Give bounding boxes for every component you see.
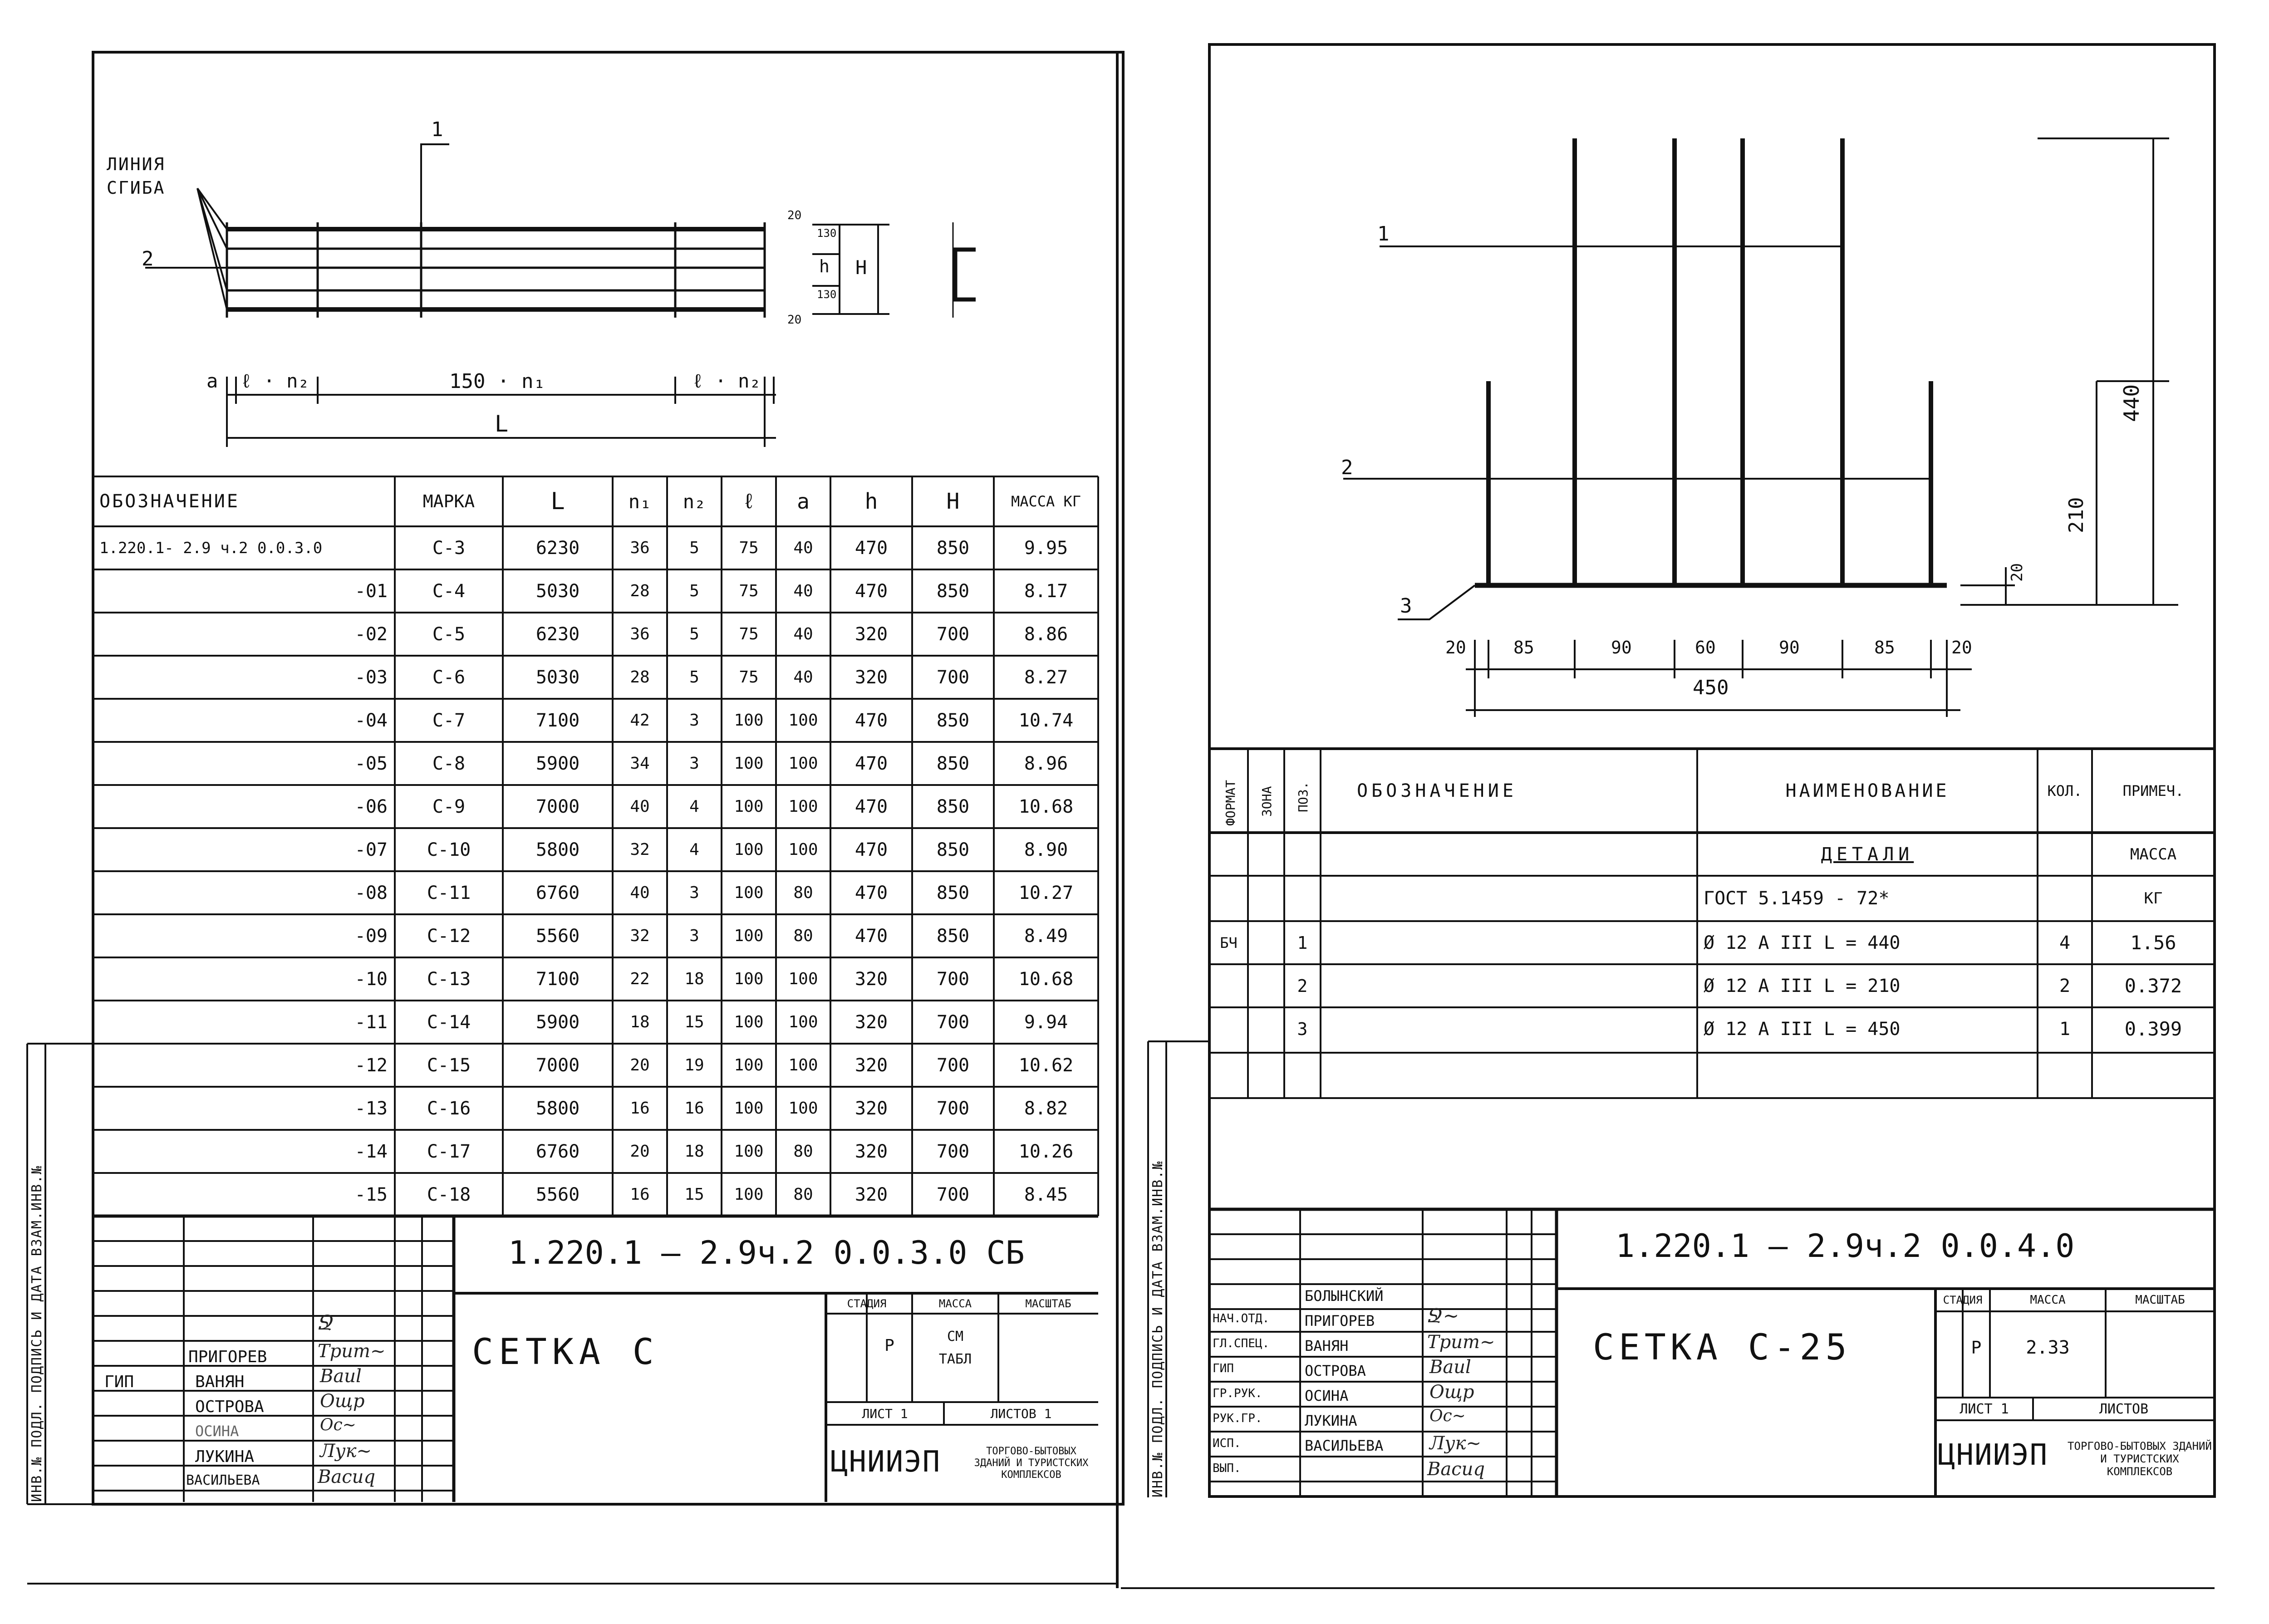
cell-n2: 15 [684, 1013, 704, 1031]
cell-mark: С-9 [432, 796, 466, 817]
left-dim-L: L [495, 411, 509, 437]
cell-L: 5560 [535, 925, 580, 947]
cell-h: 470 [855, 710, 888, 731]
right-mass-value: 2.33 [2026, 1337, 2070, 1358]
spec-header-zone: ЗОНА [1259, 786, 1274, 817]
right-sheets-count: ЛИСТОВ [2099, 1401, 2149, 1417]
cell-n1: 20 [630, 1056, 650, 1074]
staff-name: ПРИГОРЕВ [1305, 1312, 1375, 1330]
cell-a: 40 [793, 582, 813, 600]
left-mass-value-1: СМ [947, 1328, 964, 1344]
cell-a: 40 [793, 668, 813, 687]
cell-mark: С-10 [427, 839, 471, 860]
cell-n2: 3 [689, 754, 699, 773]
cell-designation: 1.220.1- 2.9 ч.2 0.0.3.0 [99, 539, 323, 557]
spec-cell-name: Ø 12 А III L = 210 [1704, 975, 1901, 996]
right-dim-440: 440 [2119, 384, 2144, 422]
cell-mark: С-13 [427, 968, 471, 990]
staff-name: ВАСИЛЬЕВА [1305, 1437, 1384, 1454]
left-scale-header: МАСШТАБ [1025, 1297, 1071, 1310]
cell-l: 100 [734, 883, 764, 902]
cell-mass: 10.27 [1018, 882, 1074, 903]
right-signature-4: Ощр [1429, 1382, 1474, 1403]
right-signature-7: Васиq [1427, 1459, 1485, 1480]
cell-l: 75 [739, 582, 759, 600]
cell-a: 100 [788, 754, 818, 773]
left-dim-H: H [855, 256, 867, 279]
right-org-note: ТОРГОВО-БЫТОВЫХ ЗДАНИЙ И ТУРИСТСКИХ КОМПЛЕКСОВ [2068, 1440, 2212, 1478]
cell-mass: 10.62 [1018, 1055, 1074, 1076]
spec-gost: ГОСТ 5.1459 - 72* [1704, 888, 1890, 909]
cell-a: 80 [793, 1142, 813, 1161]
left-stage-header: СТАДИЯ [847, 1297, 887, 1310]
left-name-vasilyeva: ВАСИЛЬЕВА [186, 1472, 260, 1488]
spec-cell-note: 0.399 [2124, 1018, 2182, 1040]
right-dim-210: 210 [2065, 497, 2088, 533]
right-signature-2: Трит~ [1427, 1332, 1495, 1353]
cell-n2: 5 [689, 539, 699, 557]
cell-a: 80 [793, 883, 813, 902]
cell-L: 7100 [535, 968, 580, 990]
cell-n1: 16 [630, 1185, 650, 1204]
cell-L: 5800 [535, 1098, 580, 1119]
cell-mass: 8.82 [1024, 1098, 1068, 1119]
cell-L: 6760 [535, 882, 580, 903]
right-signature-6: Лук~ [1429, 1433, 1481, 1454]
right-sheet-number: ЛИСТ 1 [1960, 1401, 2009, 1417]
cell-L: 7000 [535, 1055, 580, 1076]
cell-n2: 3 [689, 927, 699, 945]
cell-h: 470 [855, 580, 888, 602]
cell-H: 850 [936, 882, 970, 903]
left-signature-7: Васиq [318, 1467, 376, 1487]
cell-n1: 42 [630, 711, 650, 730]
cell-n1: 28 [630, 582, 650, 600]
cell-h: 320 [855, 1098, 888, 1119]
left-role-gip: ГИП [104, 1373, 134, 1391]
cell-n2: 18 [684, 1142, 704, 1161]
cell-h: 320 [855, 623, 888, 645]
cell-mark: С-5 [432, 623, 466, 645]
right-stage-value: Р [1971, 1338, 1982, 1358]
spec-cell-qty: 2 [2059, 975, 2071, 996]
right-scale-header: МАСШТАБ [2135, 1293, 2185, 1307]
cell-H: 700 [936, 1141, 970, 1162]
staff-role: ИСП. [1213, 1437, 1241, 1450]
spec-header-name: НАИМЕНОВАНИЕ [1785, 780, 1950, 801]
spec-header-note: ПРИМЕЧ. [2122, 782, 2184, 800]
right-mass-header: МАССА [2030, 1293, 2066, 1307]
spec-cell-pos: 1 [1297, 932, 1308, 953]
right-dim-total: 450 [1693, 676, 1729, 699]
cell-H: 850 [936, 580, 970, 602]
right-doc-code: 1.220.1 – 2.9ч.2 0.0.4.0 [1616, 1227, 2075, 1265]
cell-mark: С-17 [427, 1141, 471, 1162]
cell-mark: С-18 [427, 1184, 471, 1205]
cell-H: 850 [936, 796, 970, 817]
cell-H: 850 [936, 710, 970, 731]
left-name-prigorev: ПРИГОРЕВ [188, 1348, 267, 1366]
cell-n2: 4 [689, 840, 699, 859]
spec-cell-note: 1.56 [2130, 932, 2176, 954]
cell-mark: С-3 [432, 537, 466, 559]
cell-a: 100 [788, 797, 818, 816]
right-drawing-title: СЕТКА С-25 [1593, 1327, 1852, 1368]
left-bend-line-label-1: ЛИНИЯ [107, 154, 166, 174]
cell-mass: 9.94 [1024, 1011, 1068, 1033]
cell-mass: 10.74 [1018, 710, 1074, 731]
cell-a: 100 [788, 1056, 818, 1074]
cell-l: 100 [734, 1099, 764, 1118]
staff-role: ГИП [1213, 1362, 1234, 1375]
left-sheet-number: ЛИСТ 1 [862, 1406, 908, 1421]
cell-n1: 20 [630, 1142, 650, 1161]
right-dim-bottom-2: 90 [1611, 638, 1632, 657]
cell-mass: 8.45 [1024, 1184, 1068, 1205]
cell-n1: 36 [630, 625, 650, 643]
left-org-note: ТОРГОВО-БЫТОВЫХ ЗДАНИЙ И ТУРИСТСКИХ КОМПЛЕКСОВ [974, 1446, 1089, 1481]
spec-cell-format: БЧ [1220, 934, 1238, 952]
cell-l: 100 [734, 970, 764, 988]
left-callout-1: 1 [431, 118, 443, 141]
cell-n1: 18 [630, 1013, 650, 1031]
spec-header-format: ФОРМАТ [1223, 780, 1238, 826]
cell-h: 470 [855, 882, 888, 903]
cell-H: 700 [936, 623, 970, 645]
cell-l: 100 [734, 927, 764, 945]
spec-mass-unit: КГ [2144, 889, 2163, 908]
left-bend-line-label-2: СГИБА [107, 178, 166, 198]
cell-designation: -09 [354, 925, 388, 947]
cell-designation: -15 [354, 1184, 388, 1205]
cell-L: 6230 [535, 623, 580, 645]
col-header-designation: ОБОЗНАЧЕНИЕ [99, 491, 240, 512]
cell-a: 40 [793, 539, 813, 557]
cell-L: 5900 [535, 1011, 580, 1033]
left-signature-5: Ос~ [320, 1416, 356, 1434]
col-header-n2: n₂ [683, 490, 706, 513]
cell-mark: С-12 [427, 925, 471, 947]
left-dim-130-top: 130 [817, 227, 837, 240]
left-signature-1: Ջ [318, 1311, 334, 1335]
left-dim-l-n2-right: ℓ · n₂ [692, 370, 761, 392]
left-dim-h: h [819, 256, 830, 276]
left-side-stamp: ИНВ.№ ПОДЛ. ПОДПИСЬ И ДАТА ВЗАМ.ИНВ.№ [29, 1165, 45, 1502]
cell-a: 40 [793, 625, 813, 643]
cell-h: 470 [855, 753, 888, 774]
cell-designation: -11 [354, 1011, 388, 1033]
cell-H: 700 [936, 1098, 970, 1119]
cell-n1: 40 [630, 883, 650, 902]
col-header-mass: МАССА КГ [1011, 493, 1081, 510]
cell-designation: -05 [354, 753, 388, 774]
cell-l: 100 [734, 754, 764, 773]
cell-designation: -12 [354, 1055, 388, 1076]
left-name-ostrova: ОСТРОВА [195, 1398, 264, 1416]
left-drawing-title: СЕТКА С [472, 1332, 659, 1373]
spec-cell-pos: 3 [1297, 1019, 1308, 1039]
spec-header-qty: КОЛ. [2047, 782, 2082, 800]
spec-cell-qty: 1 [2059, 1018, 2071, 1040]
col-header-n1: n₁ [628, 490, 652, 513]
cell-n2: 5 [689, 582, 699, 600]
cell-a: 100 [788, 1099, 818, 1118]
left-stage-value: Р [884, 1336, 894, 1355]
cell-a: 100 [788, 1013, 818, 1031]
cell-n1: 36 [630, 539, 650, 557]
cell-H: 850 [936, 925, 970, 947]
spec-section-details: ДЕТАЛИ [1821, 844, 1914, 865]
cell-H: 850 [936, 537, 970, 559]
left-signature-4: Ощр [320, 1391, 365, 1412]
spec-header-pos: ПОЗ. [1296, 781, 1311, 812]
right-signature-5: Ос~ [1429, 1407, 1466, 1425]
cell-n1: 40 [630, 797, 650, 816]
left-dim-l-n2-left: ℓ · n₂ [241, 370, 309, 392]
cell-n1: 28 [630, 668, 650, 687]
left-dim-130-bottom: 130 [817, 288, 837, 301]
cell-designation: -13 [354, 1098, 388, 1119]
cell-n2: 16 [684, 1099, 704, 1118]
left-sheets-count: ЛИСТОВ 1 [990, 1406, 1052, 1421]
cell-n2: 5 [689, 668, 699, 687]
staff-name: ЛУКИНА [1305, 1412, 1357, 1429]
cell-mark: С-16 [427, 1098, 471, 1119]
cell-h: 320 [855, 1141, 888, 1162]
cell-h: 470 [855, 796, 888, 817]
cell-mark: С-15 [427, 1055, 471, 1076]
cell-designation: -14 [354, 1141, 388, 1162]
right-dim-bottom-6: 20 [1951, 638, 1972, 657]
cell-mark: С-8 [432, 753, 466, 774]
cell-h: 320 [855, 1055, 888, 1076]
cell-h: 320 [855, 1184, 888, 1205]
cell-h: 470 [855, 925, 888, 947]
cell-mark: С-7 [432, 710, 466, 731]
col-header-a: a [797, 489, 810, 514]
cell-L: 7100 [535, 710, 580, 731]
cell-H: 850 [936, 753, 970, 774]
spec-cell-pos: 2 [1297, 976, 1308, 996]
left-dim-a: a [206, 370, 218, 392]
cell-designation: -08 [354, 882, 388, 903]
cell-n2: 3 [689, 883, 699, 902]
cell-a: 80 [793, 927, 813, 945]
cell-l: 100 [734, 1056, 764, 1074]
cell-l: 75 [739, 539, 759, 557]
cell-a: 100 [788, 970, 818, 988]
cell-mass: 8.90 [1024, 839, 1068, 860]
cell-l: 100 [734, 797, 764, 816]
left-mesh-sketch [145, 144, 976, 447]
cell-h: 470 [855, 839, 888, 860]
left-signature-3: Ваиl [320, 1366, 362, 1387]
cell-H: 700 [936, 968, 970, 990]
right-dim-bottom-3: 60 [1695, 638, 1716, 657]
cell-n1: 32 [630, 840, 650, 859]
cell-L: 5900 [535, 753, 580, 774]
cell-H: 850 [936, 839, 970, 860]
cell-mass: 8.96 [1024, 753, 1068, 774]
staff-role: РУК.ГР. [1213, 1412, 1262, 1425]
right-callout-3: 3 [1400, 594, 1412, 618]
right-signature-1: Ջ~ [1427, 1305, 1459, 1327]
right-dim-bottom-0: 20 [1445, 638, 1466, 657]
left-dim-150-n1: 150 · n₁ [449, 370, 545, 393]
right-signature-3: Ваиl [1429, 1357, 1471, 1378]
spec-cell-format [1209, 964, 1248, 1007]
cell-n2: 15 [684, 1185, 704, 1204]
cell-mass: 8.49 [1024, 925, 1068, 947]
cell-mass: 8.86 [1024, 623, 1068, 645]
cell-h: 320 [855, 667, 888, 688]
staff-name: БОЛЫНСКИЙ [1305, 1287, 1384, 1305]
staff-name: ОСИНА [1305, 1387, 1349, 1404]
left-callout-2: 2 [142, 247, 154, 270]
col-header-mark: МАРКА [422, 491, 475, 511]
spec-header-designation: ОБОЗНАЧЕНИЕ [1357, 780, 1517, 801]
cell-designation: -02 [354, 623, 388, 645]
cell-n1: 32 [630, 927, 650, 945]
staff-name: ОСТРОВА [1305, 1362, 1366, 1379]
left-signature-2: Трит~ [318, 1341, 386, 1362]
cell-n1: 16 [630, 1099, 650, 1118]
cell-L: 5030 [535, 667, 580, 688]
cell-mass: 8.17 [1024, 580, 1068, 602]
left-mass-header: МАССА [938, 1297, 972, 1310]
cell-a: 80 [793, 1185, 813, 1204]
spec-cell-format [1209, 1007, 1248, 1050]
left-signature-6: Лук~ [320, 1441, 372, 1462]
col-header-L: L [550, 488, 565, 515]
cell-L: 5800 [535, 839, 580, 860]
staff-name: ВАНЯН [1305, 1337, 1349, 1354]
cell-mark: С-6 [432, 667, 466, 688]
cell-l: 100 [734, 1013, 764, 1031]
cell-n2: 3 [689, 711, 699, 730]
cell-L: 5560 [535, 1184, 580, 1205]
staff-role: ГЛ.СПЕЦ. [1213, 1337, 1270, 1350]
cell-designation: -06 [354, 796, 388, 817]
cell-n2: 18 [684, 970, 704, 988]
spec-cell-name: Ø 12 А III L = 450 [1704, 1018, 1901, 1040]
cell-designation: -03 [354, 667, 388, 688]
staff-role: ГР.РУК. [1213, 1387, 1262, 1400]
right-mesh-sketch [1343, 138, 2178, 717]
cell-mark: С-14 [427, 1011, 471, 1033]
cell-L: 7000 [535, 796, 580, 817]
cell-L: 6230 [535, 537, 580, 559]
cell-mass: 10.68 [1018, 968, 1074, 990]
cell-l: 75 [739, 625, 759, 643]
left-name-osina: ОСИНА [195, 1423, 239, 1440]
left-org-name: ЦНИИЭП [830, 1445, 941, 1479]
cell-designation: -04 [354, 710, 388, 731]
cell-H: 700 [936, 667, 970, 688]
cell-H: 700 [936, 1055, 970, 1076]
cell-a: 100 [788, 840, 818, 859]
right-callout-2: 2 [1341, 456, 1353, 479]
cell-L: 6760 [535, 1141, 580, 1162]
left-mass-value-2: ТАБЛ [938, 1351, 972, 1367]
cell-H: 700 [936, 1184, 970, 1205]
spec-cell-qty: 4 [2059, 932, 2071, 953]
spec-cell-name: Ø 12 А III L = 440 [1704, 932, 1901, 953]
cell-designation: -01 [354, 580, 388, 602]
col-header-H: H [946, 489, 960, 514]
cell-mark: С-11 [427, 882, 471, 903]
cell-h: 320 [855, 968, 888, 990]
left-dim-20-top: 20 [787, 209, 802, 222]
right-dim-bottom-5: 85 [1874, 638, 1895, 657]
cell-mass: 8.27 [1024, 667, 1068, 688]
staff-role: ВЫП. [1213, 1462, 1241, 1475]
staff-role: НАЧ.ОТД. [1213, 1312, 1270, 1325]
cell-h: 320 [855, 1011, 888, 1033]
cell-designation: -07 [354, 839, 388, 860]
cell-H: 700 [936, 1011, 970, 1033]
cell-n1: 34 [630, 754, 650, 773]
col-header-l: ℓ [742, 488, 755, 513]
cell-n1: 22 [630, 970, 650, 988]
right-stage-header: СТАДИЯ [1943, 1294, 1983, 1306]
left-doc-code: 1.220.1 – 2.9ч.2 0.0.3.0 СБ [508, 1234, 1025, 1271]
right-dim-bottom-4: 90 [1779, 638, 1800, 657]
cell-l: 100 [734, 1185, 764, 1204]
spec-cell-note: 0.372 [2124, 975, 2182, 997]
right-dim-bottom-1: 85 [1513, 638, 1534, 657]
col-header-h: h [864, 489, 878, 514]
cell-h: 470 [855, 537, 888, 559]
cell-n2: 19 [684, 1056, 704, 1074]
cell-l: 100 [734, 711, 764, 730]
left-name-vanyan: ВАНЯН [195, 1373, 245, 1391]
right-callout-1: 1 [1377, 222, 1390, 245]
right-dim-20: 20 [2008, 563, 2026, 582]
cell-a: 100 [788, 711, 818, 730]
cell-l: 100 [734, 1142, 764, 1161]
cell-n2: 5 [689, 625, 699, 643]
cell-L: 5030 [535, 580, 580, 602]
cell-l: 75 [739, 668, 759, 687]
spec-mass-label: МАССА [2130, 845, 2177, 864]
cell-mass: 9.95 [1024, 537, 1068, 559]
cell-mass: 10.68 [1018, 796, 1074, 817]
left-name-lukina: ЛУКИНА [195, 1447, 255, 1466]
cell-mark: С-4 [432, 580, 466, 602]
left-dim-20-bottom: 20 [787, 313, 802, 327]
cell-n2: 4 [689, 797, 699, 816]
right-org-name: ЦНИИЭП [1938, 1438, 2048, 1472]
cell-l: 100 [734, 840, 764, 859]
right-side-stamp: ИНВ.№ ПОДЛ. ПОДПИСЬ И ДАТА ВЗАМ.ИНВ.№ [1150, 1160, 1166, 1497]
cell-mass: 10.26 [1018, 1141, 1074, 1162]
cell-designation: -10 [354, 968, 388, 990]
